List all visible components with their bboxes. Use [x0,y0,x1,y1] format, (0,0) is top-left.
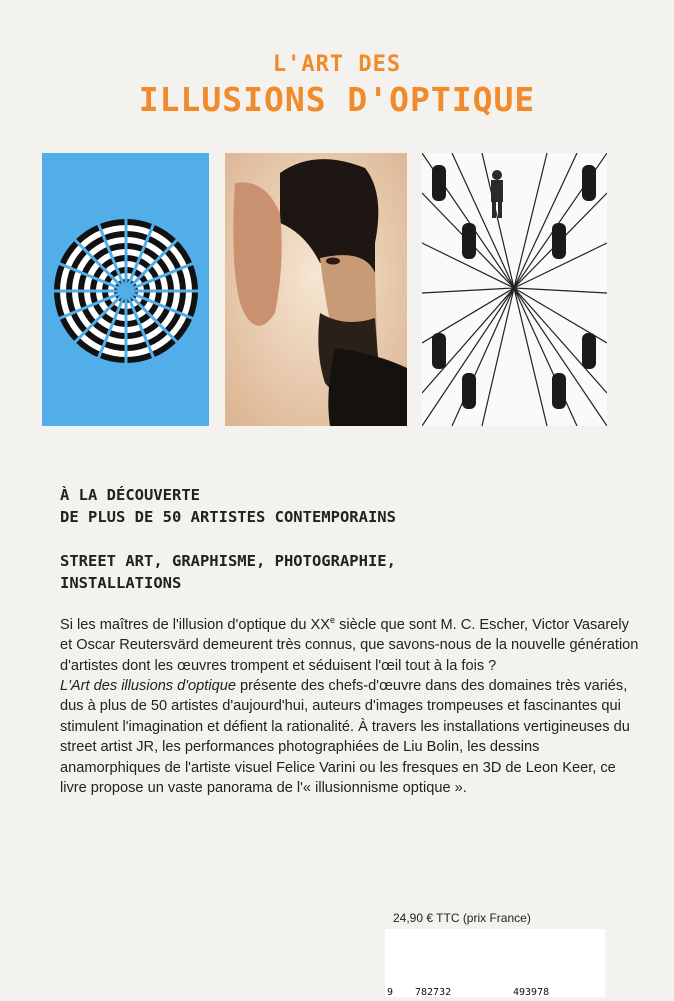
title-line-1: L'ART DES [272,52,402,77]
price-label: 24,90 € TTC (prix France) [393,911,531,925]
architecture-image [422,153,607,426]
portrait-image [225,153,407,426]
description [60,610,640,799]
headline-discovery-line-2: DE PLUS DE 50 ARTISTES CONTEMPORAINS [60,508,396,526]
barcode-digit-first: 9 [387,987,394,997]
architecture-illustration [422,153,607,426]
headline-discovery [60,484,640,528]
description-p1-rest: siècle que sont M. C. Escher, Victor Vasarely et Oscar Reutersvärd demeurent très connus, que savons-nous de la nouvelle génération d'artistes dont les œuvres trompent et séduisent l'œil tout à la fois ? [60,616,639,674]
barcode-group-2: 493978 [513,987,550,997]
op-art-flower-icon [42,153,209,426]
headline-discovery-line-1: À LA DÉCOUVERTE [60,486,200,504]
portrait-illustration [225,153,407,426]
book-title-italic: L'Art des illusions d'optique [60,678,236,695]
description-paragraph-1 [60,610,640,676]
description-p2-rest: présente des chefs-d'œuvre dans des domaines très variés, dus à plus de 50 artistes d'aujourd'hui, auteurs d'images trompeuses et fascinantes qui stimulent l'imagination et défient la rationalité. À travers les installations vertigineuses du street artist JR, les performances photographiées de Liu Bolin, les dessins anamorphiques de l'artiste visuel Felice Varini ou les fresques en 3D de Leon Keer, ce livre propose un vaste panorama de l'« illusionnisme optique ». [60,678,630,797]
century-superscript: e [330,615,336,625]
headline-disciplines-line-1: STREET ART, GRAPHISME, PHOTOGRAPHIE, [60,552,396,570]
description-paragraph-2 [60,676,640,798]
op-art-image [42,153,209,426]
headline-disciplines [60,550,640,594]
barcode [385,929,605,997]
description-p1-start: Si les maîtres de l'illusion d'optique du XX [60,616,331,633]
headline-disciplines-line-2: INSTALLATIONS [60,574,182,592]
barcode-group-1: 782732 [415,987,452,997]
title-line-2: ILLUSIONS D'OPTIQUE [138,80,536,119]
barcode-icon [385,929,605,997]
